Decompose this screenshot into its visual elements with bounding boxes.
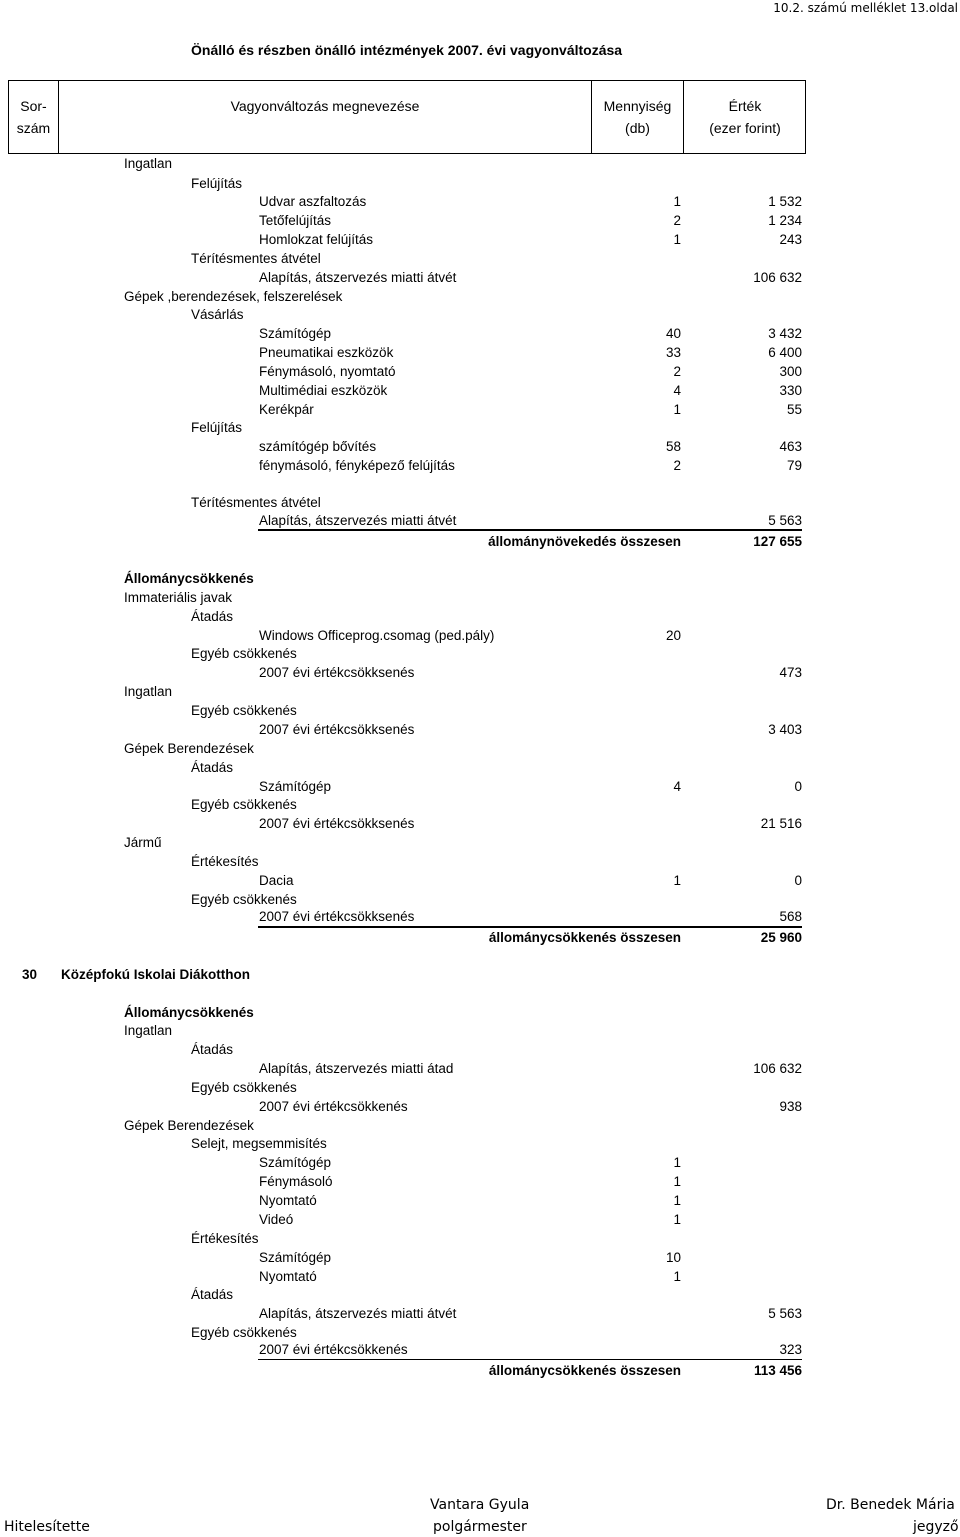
item-name: Multimédiai eszközök (259, 383, 388, 398)
item-qty: 1 (673, 1155, 681, 1170)
header-sorszam-line1: Sor- (20, 98, 47, 114)
institution-name: Középfokú Iskolai Diákotthon (61, 967, 251, 982)
total-label: állománycsökkenés összesen (488, 1363, 681, 1378)
header-value-line1: Érték (728, 98, 762, 114)
category-ingatlan: Ingatlan (124, 684, 173, 699)
section-heading: Állománycsökkenés (124, 571, 254, 586)
item-value: 6 400 (768, 345, 802, 360)
item-qty: 33 (665, 345, 681, 360)
category-ingatlan: Ingatlan (124, 156, 173, 171)
item-qty: 2 (673, 213, 681, 228)
item-value: 463 (779, 439, 802, 454)
mayor-name: Vantara Gyula (430, 1497, 530, 1513)
item-name: Tetőfelújítás (259, 213, 332, 228)
item-name: Nyomtató (259, 1193, 317, 1208)
header-value-line2: (ezer forint) (709, 120, 781, 136)
item-value: 330 (779, 383, 802, 398)
item-name: Számítógép (259, 326, 332, 341)
category-gepek: Gépek Berendezések (124, 1118, 254, 1133)
header-qty-line1: Mennyiség (603, 98, 672, 114)
item-qty: 10 (665, 1250, 681, 1265)
total-label: állománycsökkenés összesen (488, 930, 681, 945)
header-sorszam (9, 81, 59, 153)
subcategory-felujitas: Felújítás (191, 176, 243, 191)
item-value: 568 (779, 909, 802, 924)
item-qty: 1 (673, 194, 681, 209)
subcategory-egyeb: Egyéb csökkenés (191, 797, 297, 812)
total-label: állománynövekedés összesen (488, 534, 681, 549)
subcategory-selejt: Selejt, megsemmisítés (191, 1136, 327, 1151)
item-qty: 20 (665, 628, 681, 643)
item-qty: 1 (673, 1269, 681, 1284)
total-separator (258, 926, 802, 928)
item-name: Pneumatikai eszközök (259, 345, 394, 360)
item-name: Kerékpár (259, 402, 314, 417)
item-qty: 58 (665, 439, 681, 454)
subcategory-egyeb: Egyéb csökkenés (191, 703, 297, 718)
total-separator (258, 1359, 802, 1360)
total-separator (258, 529, 802, 531)
subcategory-atadas: Átadás (191, 1287, 234, 1302)
item-name: Windows Officeprog.csomag (ped.pály) (259, 628, 495, 643)
institution-number: 30 (22, 967, 38, 982)
item-value: 323 (779, 1342, 802, 1357)
item-name: Alapítás, átszervezés miatti átad (259, 1061, 454, 1076)
item-qty: 1 (673, 1212, 681, 1227)
subcategory-atadas: Átadás (191, 760, 234, 775)
category-immaterialis: Immateriális javak (124, 590, 233, 605)
subcategory-ertekesites: Értékesítés (191, 854, 259, 869)
item-value: 1 532 (768, 194, 802, 209)
subcategory-vasarlas: Vásárlás (191, 307, 244, 322)
subcategory-egyeb: Egyéb csökkenés (191, 1080, 297, 1095)
item-name: Udvar aszfaltozás (259, 194, 367, 209)
item-qty: 1 (673, 232, 681, 247)
subcategory-atadas: Átadás (191, 1042, 234, 1057)
document-title: Önálló és részben önálló intézmények 2007. évi vagyonváltozása (191, 42, 623, 58)
item-qty: 40 (665, 326, 681, 341)
item-value: 473 (779, 665, 802, 680)
subcategory-teritesmentes: Térítésmentes átvétel (191, 251, 321, 266)
item-qty: 4 (673, 779, 681, 794)
header-qty (592, 81, 684, 153)
item-qty: 1 (673, 1193, 681, 1208)
item-name: 2007 évi értékcsökksenés (259, 722, 415, 737)
item-qty: 4 (673, 383, 681, 398)
authenticated-by: Hitelesítette (4, 1519, 90, 1535)
subcategory-atadas: Átadás (191, 609, 234, 624)
subcategory-ertekesites: Értékesítés (191, 1231, 259, 1246)
item-name: 2007 évi értékcsökkenés (259, 1342, 408, 1357)
subcategory-felujitas: Felújítás (191, 420, 243, 435)
item-value: 55 (786, 402, 802, 417)
notary-role: jegyző (913, 1519, 959, 1535)
item-name: 2007 évi értékcsökksenés (259, 665, 415, 680)
header-value (684, 81, 806, 153)
header-name (59, 81, 592, 153)
category-jarmu: Jármű (124, 835, 162, 850)
item-qty: 1 (673, 402, 681, 417)
category-gepek: Gépek ,berendezések, felszerelések (124, 289, 343, 304)
item-value: 938 (779, 1099, 802, 1114)
total-value: 127 655 (753, 534, 802, 549)
item-qty: 1 (673, 873, 681, 888)
item-value: 243 (779, 232, 802, 247)
item-name: 2007 évi értékcsökkenés (259, 1099, 408, 1114)
category-gepek: Gépek Berendezések (124, 741, 254, 756)
item-name: fénymásoló, fényképező felújítás (259, 458, 455, 473)
item-value: 5 563 (768, 1306, 802, 1321)
header-qty-line2: (db) (625, 120, 650, 136)
section-heading: Állománycsökkenés (124, 1005, 254, 1020)
item-name: Videó (259, 1212, 294, 1227)
header-sorszam-line2: szám (16, 120, 51, 136)
table-header (8, 80, 806, 154)
item-value: 21 516 (760, 816, 802, 831)
item-name: Fénymásoló, nyomtató (259, 364, 396, 379)
item-value: 106 632 (753, 1061, 802, 1076)
subcategory-egyeb: Egyéb csökkenés (191, 646, 297, 661)
item-name: Alapítás, átszervezés miatti átvét (259, 1306, 457, 1321)
item-value: 0 (794, 779, 802, 794)
subcategory-teritesmentes: Térítésmentes átvétel (191, 495, 321, 510)
notary-name: Dr. Benedek Mária (826, 1497, 955, 1513)
total-value: 25 960 (760, 930, 802, 945)
item-qty: 2 (673, 458, 681, 473)
item-name: Alapítás, átszervezés miatti átvét (259, 513, 457, 528)
item-name: Fénymásoló (259, 1174, 333, 1189)
item-value: 1 234 (768, 213, 802, 228)
item-name: számítógép bővítés (259, 439, 377, 454)
item-value: 79 (786, 458, 802, 473)
item-name: 2007 évi értékcsökksenés (259, 816, 415, 831)
subcategory-egyeb: Egyéb csökkenés (191, 892, 297, 907)
item-value: 106 632 (753, 270, 802, 285)
item-value: 5 563 (768, 513, 802, 528)
annex-label: 10.2. számú melléklet 13.oldal (773, 1, 958, 15)
item-value: 3 403 (768, 722, 802, 737)
item-name: Számítógép (259, 779, 332, 794)
item-name: Számítógép (259, 1250, 332, 1265)
item-qty: 1 (673, 1174, 681, 1189)
item-name: Számítógép (259, 1155, 332, 1170)
item-name: Alapítás, átszervezés miatti átvét (259, 270, 457, 285)
item-name: 2007 évi értékcsökksenés (259, 909, 415, 924)
subcategory-egyeb: Egyéb csökkenés (191, 1325, 297, 1340)
item-name: Homlokzat felújítás (259, 232, 374, 247)
header-name-label: Vagyonváltozás megnevezése (230, 98, 420, 114)
item-qty: 2 (673, 364, 681, 379)
item-name: Nyomtató (259, 1269, 317, 1284)
category-ingatlan: Ingatlan (124, 1023, 173, 1038)
total-value: 113 456 (753, 1363, 802, 1378)
item-value: 3 432 (768, 326, 802, 341)
item-value: 0 (794, 873, 802, 888)
item-name: Dacia (259, 873, 294, 888)
item-value: 300 (779, 364, 802, 379)
mayor-role: polgármester (433, 1519, 527, 1535)
